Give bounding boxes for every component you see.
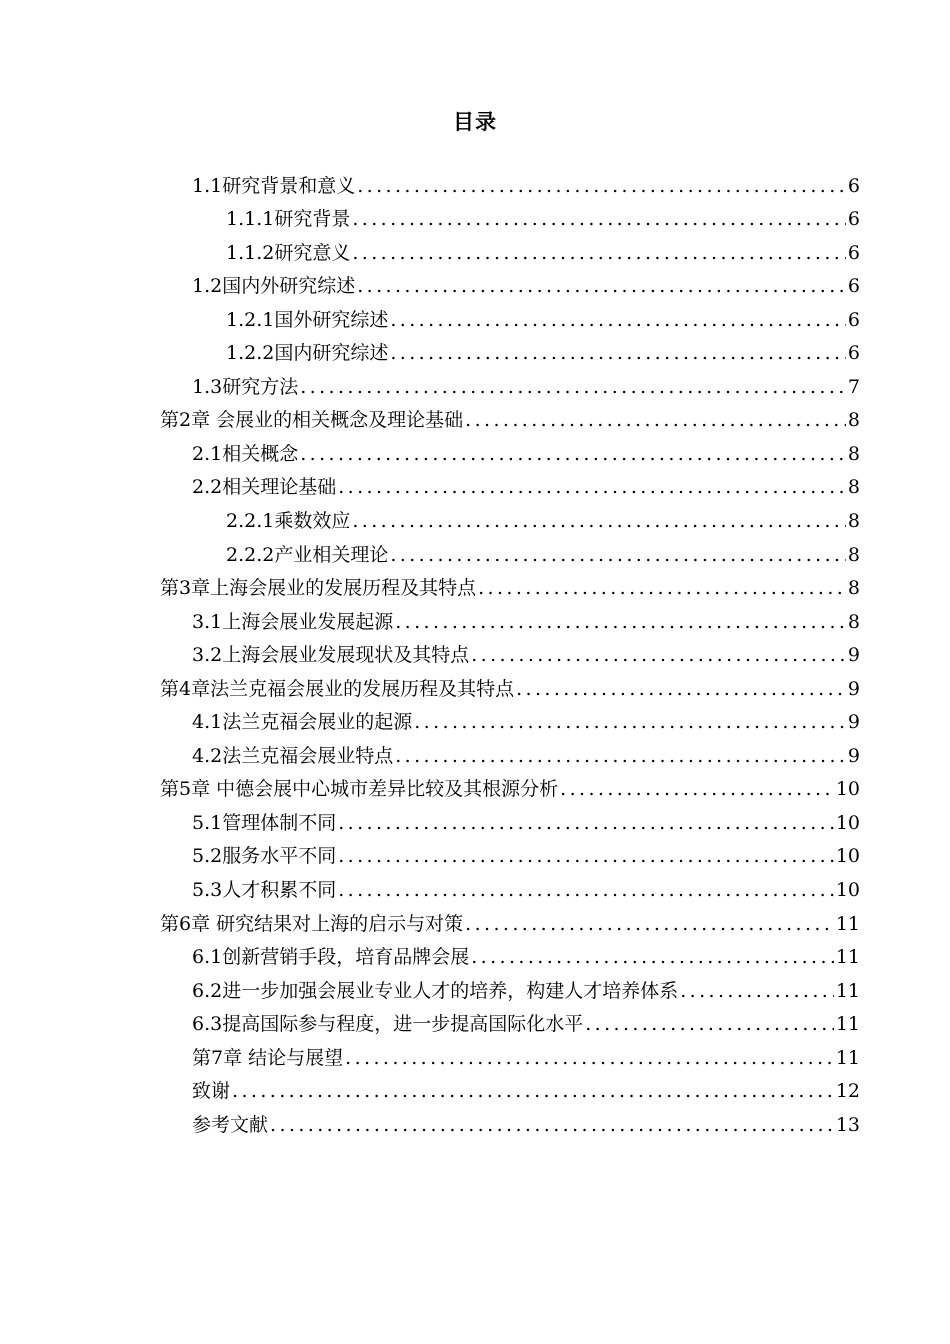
toc-entry[interactable]	[160, 801, 860, 835]
toc-page-number: 8	[847, 510, 860, 533]
dot-leader	[560, 777, 834, 801]
toc-entry[interactable]	[160, 298, 860, 332]
dot-leader	[338, 475, 846, 499]
dot-leader	[465, 912, 834, 936]
toc-page-number: 9	[847, 744, 860, 767]
toc-entry-title: 参考文献	[192, 1113, 269, 1136]
toc-entry-title: 3.1上海会展业发展起源	[192, 610, 394, 633]
toc-entry-title: 第6章 研究结果对上海的启示与对策	[160, 912, 464, 935]
toc-entry-title: 6.1创新营销手段，培育品牌会展	[192, 946, 470, 969]
toc-page-number: 8	[847, 577, 860, 600]
toc-entry[interactable]	[160, 198, 860, 232]
toc-entry[interactable]	[160, 466, 860, 500]
toc-page-number: 12	[835, 1080, 860, 1103]
toc-entry-title: 6.3提高国际参与程度，进一步提高国际化水平	[192, 1013, 584, 1036]
toc-entry-title: 5.2服务水平不同	[192, 845, 337, 868]
dot-leader	[390, 543, 846, 567]
toc-entry[interactable]	[160, 667, 860, 701]
toc-page-number: 6	[847, 174, 860, 197]
toc-page-number: 8	[847, 610, 860, 633]
toc-page-number: 8	[847, 442, 860, 465]
toc-entry[interactable]	[160, 634, 860, 668]
toc-page-number: 8	[847, 409, 860, 432]
toc-entry-title: 1.1.1研究背景	[226, 208, 351, 231]
toc-entry[interactable]	[160, 432, 860, 466]
dot-leader	[516, 677, 846, 701]
toc-entry-title: 2.1相关概念	[192, 442, 299, 465]
toc-entry[interactable]	[160, 768, 860, 802]
toc-entry-title: 致谢	[192, 1080, 231, 1103]
dot-leader	[357, 274, 846, 298]
dot-leader	[390, 308, 846, 332]
toc-entry[interactable]	[160, 1103, 860, 1137]
dot-leader	[352, 241, 846, 265]
dot-leader	[300, 442, 846, 466]
toc-page-number: 8	[847, 543, 860, 566]
toc-entry[interactable]	[160, 164, 860, 198]
dot-leader	[471, 643, 846, 667]
dot-leader	[471, 945, 834, 969]
toc-entry[interactable]	[160, 734, 860, 768]
toc-page-number: 11	[835, 1013, 860, 1036]
toc-page-number: 6	[847, 208, 860, 231]
toc-entry[interactable]	[160, 567, 860, 601]
toc-entry-title: 第4章法兰克福会展业的发展历程及其特点	[160, 677, 515, 700]
toc-page-number: 10	[835, 845, 860, 868]
toc-entry[interactable]	[160, 936, 860, 970]
dot-leader	[414, 710, 846, 734]
toc-entry[interactable]	[160, 1003, 860, 1037]
toc-page-number: 7	[847, 375, 860, 398]
toc-page-number: 9	[847, 711, 860, 734]
toc-entry-title: 1.2国内外研究综述	[192, 275, 356, 298]
toc-page-number: 9	[847, 677, 860, 700]
toc-page-number: 11	[835, 946, 860, 969]
dot-leader	[338, 878, 834, 902]
toc-entry[interactable]	[160, 902, 860, 936]
dot-leader	[232, 1079, 834, 1103]
toc-entry-title: 1.1.2研究意义	[226, 241, 351, 264]
toc-entry[interactable]	[160, 231, 860, 265]
dot-leader	[680, 979, 834, 1003]
dot-leader	[357, 174, 846, 198]
dot-leader	[338, 811, 834, 835]
toc-entry[interactable]	[160, 969, 860, 1003]
toc-entry[interactable]	[160, 499, 860, 533]
page-title: 目录	[453, 109, 497, 134]
toc-page-number: 6	[847, 241, 860, 264]
toc-page-number: 11	[835, 1046, 860, 1069]
dot-leader	[352, 509, 846, 533]
toc-entry-title: 1.1研究背景和意义	[192, 174, 356, 197]
toc-entry-title: 5.1管理体制不同	[192, 811, 337, 834]
toc-page-number: 6	[847, 342, 860, 365]
dot-leader	[300, 375, 846, 399]
toc-page-number: 9	[847, 644, 860, 667]
toc-entry-title: 2.2.2产业相关理论	[226, 543, 389, 566]
toc-entry-title: 第7章 结论与展望	[192, 1046, 344, 1069]
toc-page-number: 11	[835, 912, 860, 935]
toc-entry-title: 5.3人才积累不同	[192, 879, 337, 902]
toc-entry-title: 1.2.2国内研究综述	[226, 342, 389, 365]
toc-entry-title: 第5章 中德会展中心城市差异比较及其根源分析	[160, 778, 559, 801]
dot-leader	[585, 1012, 834, 1036]
table-of-contents	[160, 164, 860, 1137]
toc-page-number: 10	[835, 811, 860, 834]
dot-leader	[465, 408, 846, 432]
toc-page-number: 6	[847, 275, 860, 298]
toc-entry-title: 2.2.1乘数效应	[226, 510, 351, 533]
toc-page-number: 13	[835, 1113, 860, 1136]
toc-entry-title: 4.1法兰克福会展业的起源	[192, 711, 413, 734]
dot-leader	[352, 207, 846, 231]
dot-leader	[395, 744, 846, 768]
toc-entry[interactable]	[160, 600, 860, 634]
toc-entry-title: 2.2相关理论基础	[192, 476, 337, 499]
toc-page-number: 6	[847, 308, 860, 331]
toc-entry[interactable]	[160, 1070, 860, 1104]
toc-entry-title: 4.2法兰克福会展业特点	[192, 744, 394, 767]
toc-entry[interactable]	[160, 868, 860, 902]
toc-entry[interactable]	[160, 701, 860, 735]
dot-leader	[270, 1113, 834, 1137]
toc-page-number: 11	[835, 979, 860, 1002]
toc-entry-title: 1.3研究方法	[192, 375, 299, 398]
dot-leader	[390, 341, 846, 365]
toc-entry[interactable]	[160, 265, 860, 299]
toc-entry-title: 第3章上海会展业的发展历程及其特点	[160, 577, 477, 600]
dot-leader	[345, 1046, 834, 1070]
dot-leader	[478, 576, 846, 600]
toc-page-number: 10	[835, 879, 860, 902]
dot-leader	[395, 610, 846, 634]
toc-entry[interactable]	[160, 835, 860, 869]
toc-entry-title: 6.2进一步加强会展业专业人才的培养，构建人才培养体系	[192, 979, 679, 1002]
toc-entry[interactable]	[160, 1036, 860, 1070]
toc-entry-title: 3.2上海会展业发展现状及其特点	[192, 644, 470, 667]
toc-page-number: 10	[835, 778, 860, 801]
toc-entry[interactable]	[160, 533, 860, 567]
toc-page-number: 8	[847, 476, 860, 499]
toc-entry-title: 第2章 会展业的相关概念及理论基础	[160, 409, 464, 432]
toc-entry[interactable]	[160, 332, 860, 366]
toc-entry[interactable]	[160, 399, 860, 433]
toc-entry[interactable]	[160, 365, 860, 399]
dot-leader	[338, 844, 834, 868]
toc-entry-title: 1.2.1国外研究综述	[226, 308, 389, 331]
